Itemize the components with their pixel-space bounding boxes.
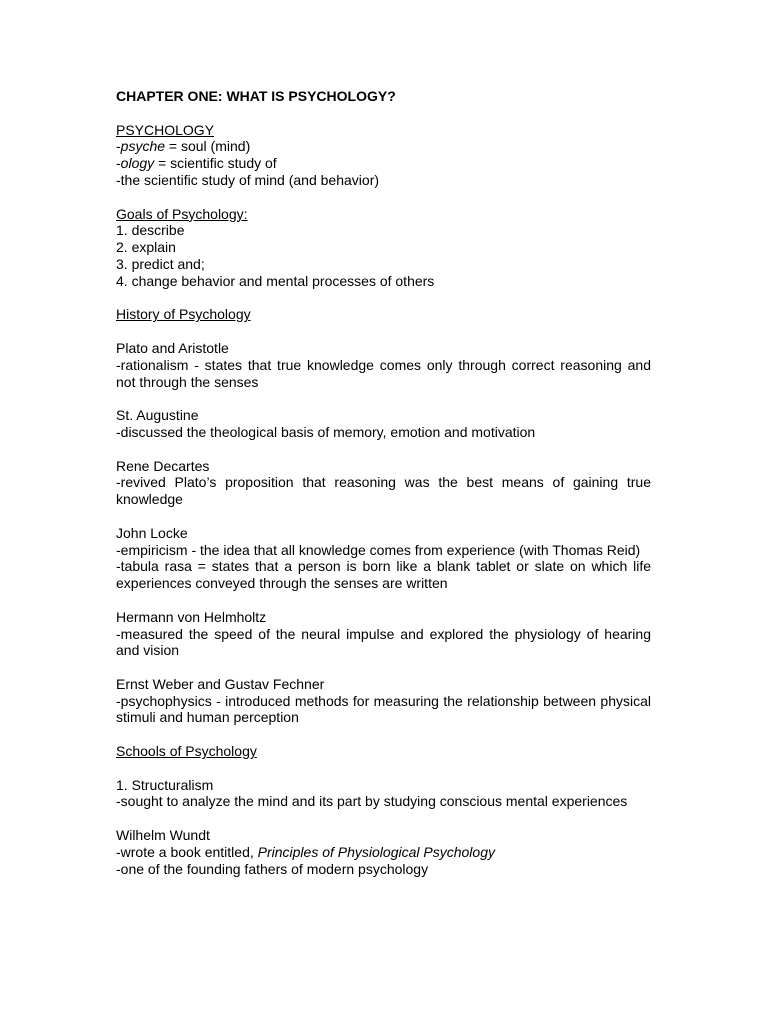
spacer [116, 760, 651, 777]
spacer [116, 592, 651, 609]
history-entry-name: Rene Decartes [116, 457, 210, 474]
wundt-name: Wilhelm Wundt [116, 827, 210, 844]
wundt-book-title: Principles of Physiological Psychology [257, 843, 495, 860]
school-entry [116, 777, 651, 811]
history-entry-line: -rationalism - states that true knowledge comes only through correct reasoning and not through the senses [116, 356, 651, 390]
history-entry-line: -revived Plato’s proposition that reasoning was the best means of gaining true knowledge [116, 474, 651, 508]
wundt-book-line [116, 844, 651, 861]
history-entry [116, 676, 651, 726]
psyche-term: psyche [120, 138, 166, 155]
psyche-definition [116, 138, 651, 155]
history-entry-line: -tabula rasa = states that a person is born like a blank tablet or slate on which life experiences conveyed through the senses are written [116, 558, 651, 592]
history-entry-name: Ernst Weber and Gustav Fechner [116, 675, 325, 692]
history-entry-line: -discussed the theological basis of memory, emotion and motivation [116, 423, 536, 440]
ology-prefix: - [116, 155, 121, 172]
schools-heading: Schools of Psychology [116, 743, 257, 760]
chapter-title: CHAPTER ONE: WHAT IS PSYCHOLOGY? [116, 88, 396, 104]
spacer [116, 810, 651, 827]
history-heading: History of Psychology [116, 306, 251, 323]
spacer [116, 189, 651, 206]
history-entry-line: -measured the speed of the neural impulse and explored the physiology of hearing and vision [116, 625, 651, 659]
wundt-entry [116, 827, 651, 877]
school-name: 1. Structuralism [116, 776, 214, 793]
spacer [116, 105, 651, 122]
goal-item: 1. describe [116, 222, 185, 239]
ology-meaning: = scientific study of [154, 155, 277, 172]
spacer [116, 290, 651, 307]
psychology-section [116, 122, 651, 189]
history-entry-name: Hermann von Helmholtz [116, 608, 267, 625]
spacer [116, 659, 651, 676]
wundt-book-prefix: -wrote a book entitled, [116, 843, 258, 860]
history-entry [116, 525, 651, 592]
history-entry [116, 609, 651, 659]
document-page [116, 88, 651, 877]
history-entry [116, 407, 651, 441]
history-entry-name: St. Augustine [116, 407, 199, 424]
spacer [116, 726, 651, 743]
history-entry-name: John Locke [116, 524, 188, 541]
ology-definition [116, 155, 651, 172]
ology-term: ology [120, 155, 155, 172]
goal-item: 3. predict and; [116, 255, 205, 272]
spacer [116, 508, 651, 525]
psyche-prefix: - [116, 138, 121, 155]
goals-section [116, 206, 651, 290]
psychology-heading: PSYCHOLOGY [116, 121, 215, 138]
history-entry [116, 458, 651, 508]
spacer [116, 390, 651, 407]
school-line: -sought to analyze the mind and its part by studying conscious mental experiences [116, 793, 628, 810]
history-entry-line: -psychophysics - introduced methods for measuring the relationship between physical stimuli and human perception [116, 692, 651, 726]
goal-item: 4. change behavior and mental processes of others [116, 272, 435, 289]
wundt-founder-line: -one of the founding fathers of modern psychology [116, 860, 429, 877]
psyche-meaning: = soul (mind) [165, 138, 251, 155]
history-entry-name: Plato and Aristotle [116, 339, 229, 356]
goal-item: 2. explain [116, 239, 176, 256]
spacer [116, 323, 651, 340]
psychology-definition: -the scientific study of mind (and behavior) [116, 171, 380, 188]
goals-heading: Goals of Psychology: [116, 205, 248, 222]
history-entry [116, 340, 651, 390]
spacer [116, 441, 651, 458]
history-entry-line: -empiricism - the idea that all knowledge comes from experience (with Thomas Reid) [116, 541, 641, 558]
